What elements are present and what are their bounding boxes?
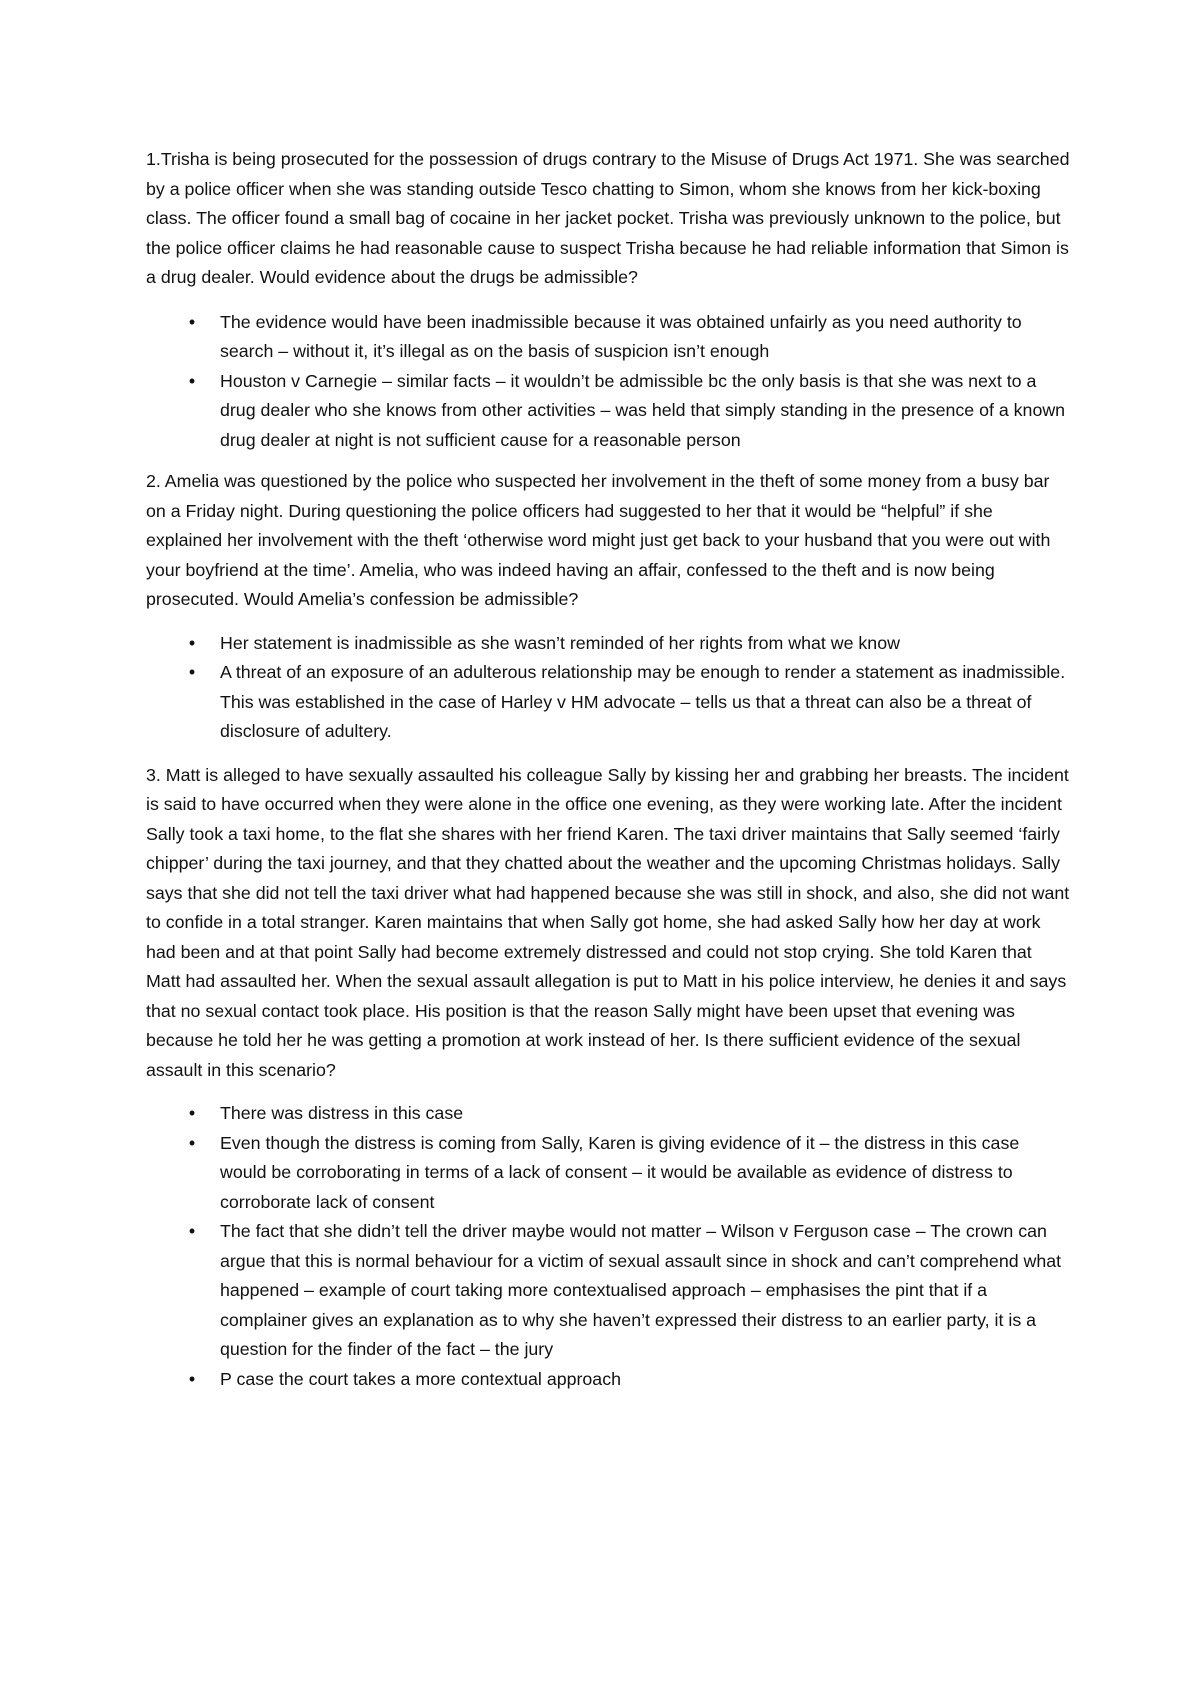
bullet-icon: • [188, 1132, 196, 1153]
answer-text: A threat of an exposure of an adulterous relationship may be enough to render a statement as inadmissible. This was established in the case of Harley v HM advocate – tells us that a threat can also be a threat of disclosure of adultery. [220, 662, 1066, 741]
answer-text: Even though the distress is coming from Sally, Karen is giving evidence of it – the distress in this case would be corroborating in terms of a lack of consent – it would be available as evidence of distress to corroborate lack of consent [220, 1132, 1020, 1212]
bullet-icon: • [188, 1221, 196, 1241]
question-1-text: 1.Trisha is being prosecuted for the possession of drugs contrary to the Misuse of Drugs Act 1971. She was searched by a police officer when she was standing outside Tesco chatting to Simon, whom she knows from her kick-boxing class. The officer found a small bag of cocaine in her jacket pocket. Trisha was previously unknown to the police, but the police officer claims he had reasonable cause to suspect Trisha because he had reliable information that Simon is a drug dealer. Would evidence about the drugs be admissible? [146, 149, 1070, 287]
answer-text: P case the court takes a more contextual approach [220, 1368, 621, 1389]
answer-bullet [146, 308, 1070, 367]
answer-bullet [146, 1365, 1070, 1395]
question-1-answers [146, 308, 1070, 456]
answer-bullet [146, 367, 1070, 456]
answer-bullet [146, 1129, 1070, 1218]
answer-text: The fact that she didn’t tell the driver maybe would not matter – Wilson v Ferguson case – The crown can argue that this is normal behaviour for a victim of sexual assault since in shock and can’t comprehend what happened – example of court taking more contextualised approach – emphasises the pint that if a complainer gives an explanation as to why she haven’t expressed their distress to an earlier party, it is a question for the finder of the fact – the jury [220, 1221, 1062, 1359]
answer-text: There was distress in this case [220, 1103, 464, 1123]
question-2-text: 2. Amelia was questioned by the police who suspected her involvement in the theft of some money from a busy bar on a Friday night. During questioning the police officers had suggested to her that it would be “helpful” if she explained her involvement with the theft ‘otherwise word might just get back to your husband that you were out with your boyfriend at the time’. Amelia, who was indeed having an affair, confessed to the theft and is now being prosecuted. Would Amelia’s confession be admissible? [146, 471, 1051, 609]
bullet-icon: • [188, 662, 196, 682]
answer-bullet [146, 629, 1070, 659]
bullet-icon: • [188, 1368, 196, 1389]
answer-bullet [146, 1217, 1070, 1365]
bullet-icon: • [188, 311, 196, 332]
question-3-answers [146, 1099, 1070, 1394]
answer-bullet [146, 1099, 1070, 1129]
bullet-icon: • [188, 370, 196, 391]
answer-text: Houston v Carnegie – similar facts – it wouldn’t be admissible bc the only basis is that she was next to a drug dealer who she knows from other activities – was held that simply standing in the presence of a known drug dealer at night is not sufficient cause for a reasonable person [220, 370, 1066, 450]
bullet-icon: • [188, 632, 196, 653]
answer-text: Her statement is inadmissible as she wasn’t reminded of her rights from what we know [220, 632, 900, 653]
answer-text: The evidence would have been inadmissible because it was obtained unfairly as you need authority to search – without it, it’s illegal as on the basis of suspicion isn’t enough [220, 311, 1022, 361]
answer-bullet [146, 658, 1070, 747]
question-2-answers [146, 629, 1070, 747]
question-3-text: 3. Matt is alleged to have sexually assaulted his colleague Sally by kissing her and grabbing her breasts. The incident is said to have occurred when they were alone in the office one evening, as they were working late. After the incident Sally took a taxi home, to the flat she shares with her friend Karen. The taxi driver maintains that Sally seemed ‘fairly chipper’ during the taxi journey, and that they chatted about the weather and the upcoming Christmas holidays. Sally says that she did not tell the taxi driver what had happened because she was still in shock, and also, she did not want to confide in a total stranger. Karen maintains that when Sally got home, she had asked Sally how her day at work had been and at that point Sally had become extremely distressed and could not stop crying. She told Karen that Matt had assaulted her. When the sexual assault allegation is put to Matt in his police interview, he denies it and says that no sexual contact took place. His position is that the reason Sally might have been upset that evening was because he told her he was getting a promotion at work instead of her. Is there sufficient evidence of the sexual assault in this scenario? [146, 764, 1070, 1080]
bullet-icon: • [188, 1103, 196, 1123]
